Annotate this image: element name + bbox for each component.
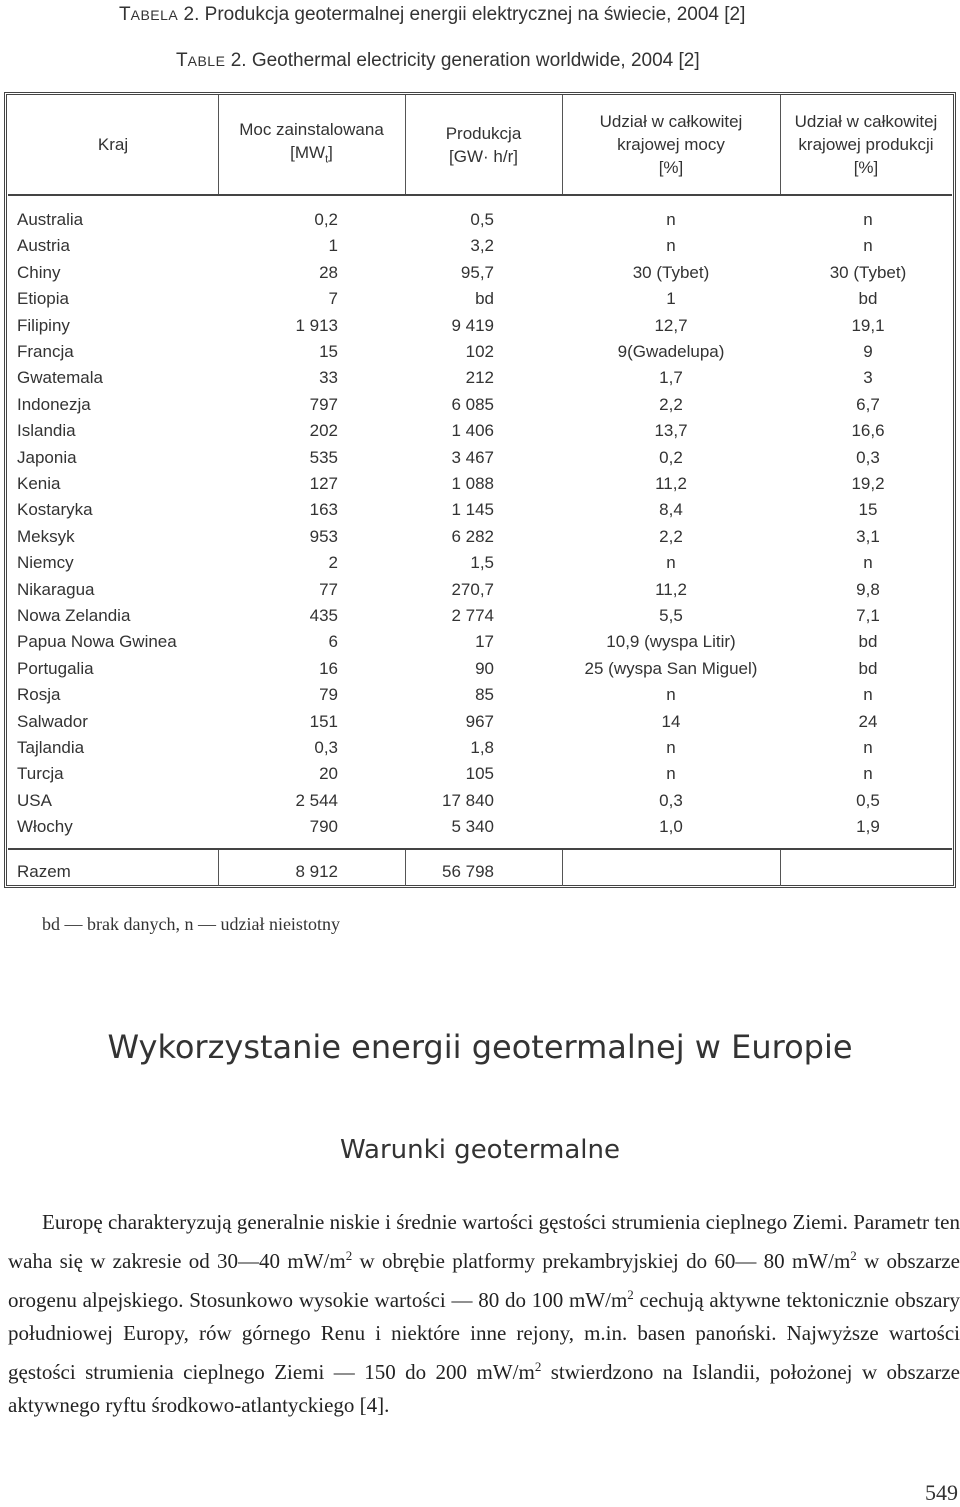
header-divider [218,95,219,194]
header-divider [780,95,781,194]
table-caption-polish: TABELA 2. Produkcja geotermalnej energii elektrycznej na świecie, 2004 [2] [119,4,746,25]
cell-share-capacity: n [666,738,676,757]
header-share-capacity: Udział w całkowitej krajowej mocy [%] [599,112,743,177]
table-row [0,289,960,315]
header-divider [405,95,406,194]
cell-share-capacity: 13,7 [654,421,688,441]
cell-country: Francja [17,342,74,361]
table-row [0,712,960,738]
cell-country: Indonezja [17,394,91,414]
cell-country: Etiopia [17,289,69,309]
cell-country: Salwador [17,711,88,731]
cell-share-capacity: 1,7 [659,368,683,388]
cell-share-production: n [863,210,873,229]
cell-capacity: 127 [309,474,338,493]
table-row [0,738,960,764]
table-row [0,395,960,421]
cell-country: USA [17,790,52,810]
cell-capacity: 2 544 [295,790,338,810]
cell-capacity: 202 [309,421,338,441]
cell-production: 3 467 [451,447,494,467]
cell-share-production: 9,8 [856,579,880,599]
total-capacity: 8 912 [295,862,338,881]
cell-share-capacity: 1 [666,289,676,309]
cell-country: Włochy [17,817,73,837]
cell-capacity: 163 [309,500,338,520]
table-row [0,263,960,289]
cell-share-capacity: 8,4 [659,500,683,520]
table-row [0,764,960,790]
cell-share-capacity: n [666,210,676,229]
cell-country: Australia [17,210,84,229]
cell-share-production: n [863,553,873,573]
cell-production: 9 419 [451,315,494,335]
table-caption-english: TABLE 2. Geothermal electricity generation worldwide, 2004 [2] [176,50,700,71]
table-footnote: bd — brak danych, n — udział nieistotny [42,914,340,934]
table-row [0,316,960,342]
header-production: Produkcja [GW· h/r] [445,123,522,166]
cell-capacity: 2 [328,553,338,573]
cell-share-production: bd [858,658,878,678]
cell-capacity: 20 [319,764,338,784]
cell-country: Rosja [17,685,61,705]
cell-share-production: 30 (Tybet) [829,262,907,282]
table-row [0,685,960,711]
cell-production: 5 340 [451,817,494,837]
table-row [0,791,960,817]
cell-country: Gwatemala [17,368,103,388]
cell-share-capacity: 11,2 [655,579,687,599]
cell-share-capacity: 11,2 [655,474,687,493]
cell-capacity: 797 [309,394,338,414]
cell-capacity: 953 [309,526,338,546]
cell-production: 1 145 [451,500,494,520]
cell-production: 17 840 [442,790,494,810]
header-installed-capacity: Moc zainstalowana $[MW_t]$ [239,119,384,166]
cell-share-capacity: 1,0 [659,817,683,837]
cell-country: Islandia [17,421,76,441]
cell-capacity: 16 [319,658,338,678]
table-row [0,632,960,658]
cell-country: Kenia [17,474,61,493]
cell-share-capacity: 25 (wyspa San Miguel) [584,658,758,678]
cell-share-production: 16,6 [851,421,885,441]
header-divider [562,95,563,194]
cell-share-production: 24 [858,711,878,731]
cell-capacity: 435 [309,606,338,625]
cell-capacity: 0,2 [314,210,338,229]
cell-production: 0,5 [470,210,494,229]
cell-share-production: 15 [858,500,878,520]
subsection-heading: Warunki geotermalne [340,1135,620,1165]
cell-capacity: 28 [319,262,338,282]
cell-capacity: 7 [328,289,338,309]
cell-capacity: 15 [319,342,338,361]
cell-share-capacity: 30 (Tybet) [632,262,710,282]
table-row [0,474,960,500]
cell-capacity: 1 [328,236,338,256]
cell-production: 2 774 [451,606,494,625]
cell-share-capacity: 0,3 [659,790,683,810]
cell-production: 105 [465,764,494,784]
cell-share-production: bd [858,632,878,652]
cell-production: 1 088 [451,474,494,493]
total-label: Razem [17,862,71,881]
cell-production: 3,2 [470,236,494,256]
cell-country: Austria [17,236,70,256]
cell-share-production: n [863,685,873,705]
cell-share-production: 7,1 [856,606,880,625]
cell-production: 90 [475,658,494,678]
cell-country: Turcja [17,764,64,784]
cell-production: 1,8 [470,738,494,757]
body-paragraph: Europę charakteryzują generalnie niskie i średnie wartości gęstości strumienia cieplnego Ziemi. Parametr ten waha się w zakresie od 30—40 $mW/m^2$ w obrębie platformy prekambryjskiej do 60— 80 $mW/m^2$ w obszarze orogenu alpejskiego. Stosunkowo wysokie wartości — 80 do 100 $mW/m^2$ cechują aktywne tektonicznie obszary południowej Europy, rów górnego Renu i niektóre inne rejony, m.in. basen panoński. Najwyższe wartości gęstości strumienia cieplnego Ziemi — 150 do 200 $mW/m^2$ stwierdzono na Islandii, położonej w obszarze aktywnego ryftu środkowo-atlantyckiego [4]. [8,1210,960,1417]
cell-capacity: 151 [309,711,338,731]
header-country: Kraj [97,135,129,154]
cell-share-production: 6,7 [856,394,880,414]
cell-country: Nowa Zelandia [17,606,131,625]
table-row [0,368,960,394]
cell-country: Tajlandia [17,738,85,757]
cell-share-production: bd [858,289,878,309]
cell-share-capacity: 14 [661,711,681,731]
table-row [0,580,960,606]
cell-country: Papua Nowa Gwinea [17,632,177,652]
cell-share-capacity: 2,2 [659,394,683,414]
cell-capacity: 79 [319,685,338,705]
cell-capacity: 33 [319,368,338,388]
cell-production: 17 [475,632,494,652]
totals-separator [8,848,952,850]
cell-capacity: 1 913 [295,315,338,335]
table-row [0,421,960,447]
cell-production: bd [475,289,494,309]
cell-capacity: 790 [309,817,338,837]
table-row [0,527,960,553]
table-row [0,236,960,262]
cell-country: Kostaryka [17,500,93,520]
cell-country: Japonia [17,447,77,467]
table-row [0,553,960,579]
table-row [0,500,960,526]
table-header [8,95,952,196]
cell-country: Nikaragua [17,579,95,599]
cell-capacity: 535 [309,447,338,467]
cell-country: Niemcy [17,553,74,573]
cell-country: Meksyk [17,526,75,546]
section-heading: Wykorzystanie energii geotermalnej w Europie [107,1028,853,1066]
cell-share-capacity: n [666,553,676,573]
cell-share-production: n [863,764,873,784]
cell-share-production: 9 [863,342,873,361]
cell-country: Chiny [17,262,61,282]
cell-production: 1 406 [451,421,494,441]
cell-capacity: 6 [328,632,338,652]
cell-production: 95,7 [460,262,494,282]
table-row [0,606,960,632]
cell-share-production: 3,1 [856,526,880,546]
table-row [0,210,960,236]
cell-country: Filipiny [17,315,70,335]
cell-share-production: 19,2 [851,474,885,493]
cell-production: 6 085 [451,394,494,414]
cell-capacity: 77 [319,579,338,599]
cell-production: 212 [465,368,494,388]
cell-share-capacity: 5,5 [659,606,683,625]
cell-share-capacity: 9(Gwadelupa) [617,342,725,361]
table-row [0,342,960,368]
cell-production: 102 [465,342,494,361]
cell-share-production: 19,1 [851,315,885,335]
table-row [0,817,960,843]
cell-production: 967 [465,711,494,731]
cell-share-capacity: n [666,764,676,784]
table-total-row [0,862,960,888]
page-number: 549 [925,1480,958,1505]
cell-share-production: 3 [863,368,873,388]
table-row [0,659,960,685]
cell-share-production: 0,3 [856,447,880,467]
cell-share-capacity: n [666,236,676,256]
cell-share-production: 0,5 [856,790,880,810]
cell-share-capacity: 0,2 [659,447,683,467]
cell-share-capacity: 2,2 [659,526,683,546]
cell-production: 6 282 [451,526,494,546]
cell-production: 85 [475,685,494,705]
cell-share-capacity: 12,7 [654,315,688,335]
cell-country: Portugalia [17,658,94,678]
cell-share-production: n [863,236,873,256]
cell-production: 270,7 [451,579,494,599]
table-row [0,448,960,474]
cell-share-capacity: n [666,685,676,705]
total-production: 56 798 [442,862,494,881]
cell-share-capacity: 10,9 (wyspa Litir) [606,632,736,652]
cell-production: 1,5 [470,553,494,573]
header-share-production: Udział w całkowitej krajowej produkcji [%] [794,112,938,177]
cell-share-production: 1,9 [856,817,880,837]
cell-share-production: n [863,738,873,757]
cell-capacity: 0,3 [314,738,338,757]
